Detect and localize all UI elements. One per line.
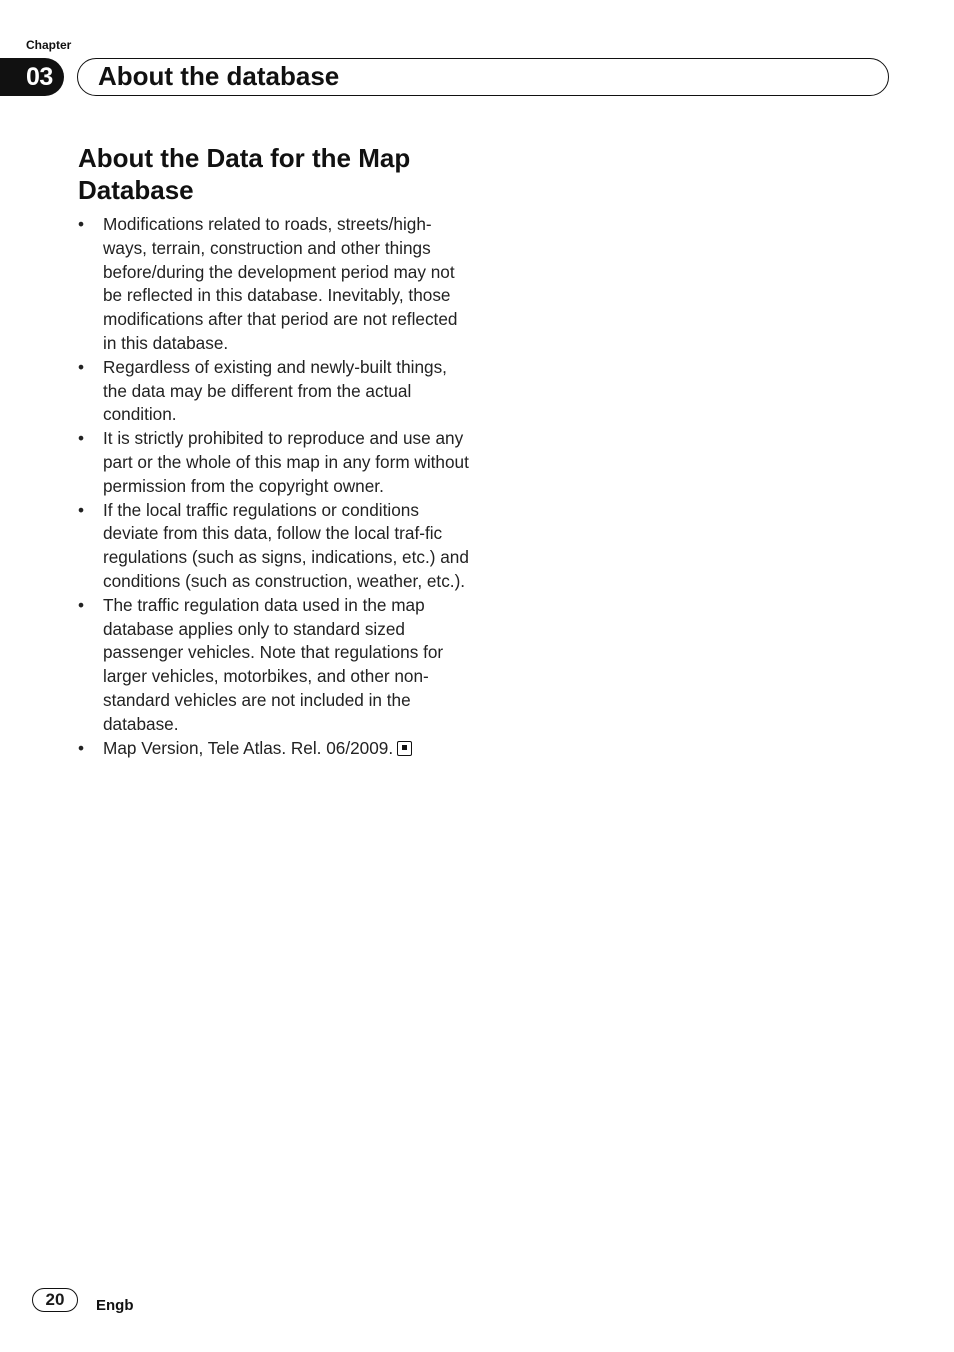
list-item — [78, 499, 470, 594]
list-item — [78, 427, 470, 498]
list-item — [78, 737, 470, 761]
end-of-section-icon — [397, 741, 412, 756]
list-item-text: Modifications related to roads, streets/high-ways, terrain, construction and other things before/during the development period may not be reflected in this database. Inevitably, those modifications after that period are not reflected in this database. — [103, 214, 458, 353]
bullet-icon: • — [78, 594, 85, 615]
language-code: Engb — [96, 1297, 134, 1314]
bullet-icon: • — [78, 356, 85, 377]
list-item-text: Regardless of existing and newly-built things, the data may be different from the actual condition. — [103, 356, 447, 425]
bullet-icon: • — [78, 428, 85, 449]
list-item — [78, 594, 470, 737]
list-item — [78, 356, 470, 427]
list-item-text: If the local traffic regulations or conditions deviate from this data, follow the local traf-fic regulations (such as signs, indications, etc.) and conditions (such as construction, weather, etc.). — [103, 499, 469, 591]
list-item — [78, 213, 470, 356]
bullet-list — [78, 213, 470, 760]
bullet-icon: • — [78, 214, 85, 234]
chapter-number-tab: 03 — [0, 58, 64, 96]
chapter-title: About the database — [98, 61, 340, 91]
list-item-text: The traffic regulation data used in the map database applies only to standard sized passenger vehicles. Note that regulations for larger vehicles, motorbikes, and other non-standard vehicles are not included in the database. — [103, 594, 444, 734]
chapter-title-bar — [77, 58, 889, 96]
list-item-text: Map Version, Tele Atlas. Rel. 06/2009. — [103, 737, 394, 758]
section-heading: About the Data for the Map Database — [78, 143, 411, 205]
bullet-icon: • — [78, 737, 85, 758]
chapter-label: Chapter — [26, 38, 72, 52]
page-number: 20 — [32, 1288, 78, 1312]
bullet-icon: • — [78, 499, 85, 520]
list-item-text: It is strictly prohibited to reproduce and use any part or the whole of this map in any form without permission from the copyright owner. — [103, 428, 469, 496]
